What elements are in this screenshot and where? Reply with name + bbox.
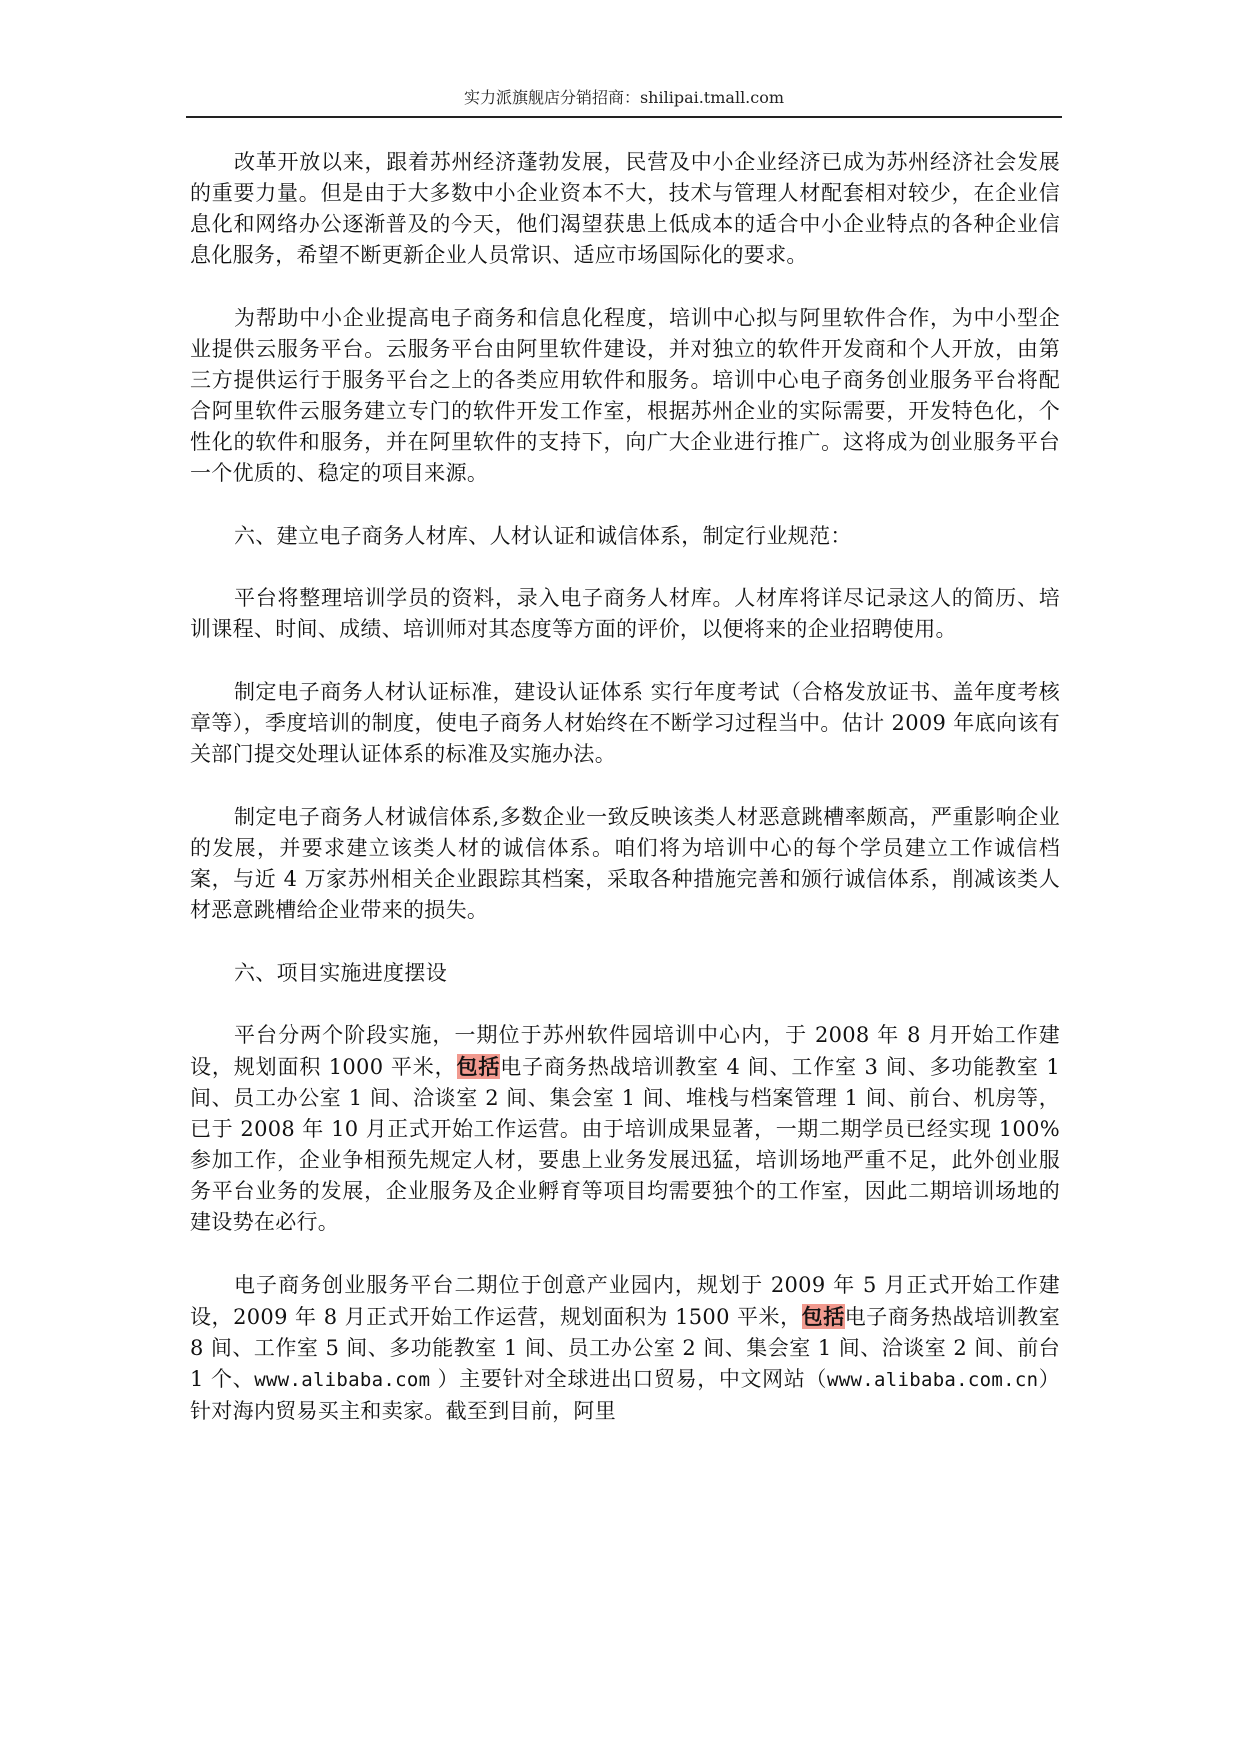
paragraph-3: 平台将整理培训学员的资料，录入电子商务人材库。人材库将详尽记录这人的简历、培训课程、时间、成绩、培训师对其态度等方面的评价，以便将来的企业招聘使用。 bbox=[190, 586, 1060, 641]
phase-one-text-start: 平台分两个阶段实施，一期位于苏州软件园培训中心内，于 2008 年 8 月开始工作建设，规划面积 1000 平米， bbox=[190, 1023, 1060, 1079]
document-body bbox=[190, 147, 1060, 1459]
phase-two-text-start: 电子商务创业服务平台二期位于创意产业园内，规划于 2009 年 5 月正式开始工作建设，2009 年 8 月正式开始工作运营，规划面积为 1500 平米， bbox=[190, 1273, 1060, 1329]
section-heading-talent: 六、建立电子商务人材库、人材认证和诚信体系，制定行业规范： bbox=[234, 524, 852, 548]
page-header: 实力派旗舰店分销招商：shilipai.tmall.com bbox=[463, 88, 785, 107]
url-text: www.alibaba.com bbox=[254, 1369, 431, 1391]
paragraph-phase-one bbox=[190, 1020, 1060, 1238]
paragraph-5: 制定电子商务人材诚信体系,多数企业一致反映该类人材恶意跳槽率颇高，严重影响企业的发展，并要求建立该类人材的诚信体系。咱们将为培训中心的每个学员建立工作诚信档案，与近 4 万家苏州相关企业跟踪其档案，采取各种措施完善和颁行诚信体系，削减该类人材恶意跳槽给企业带来的损失。 bbox=[190, 805, 1060, 922]
paragraph-4: 制定电子商务人材认证标准，建设认证体系 实行年度考试（合格发放证书、盖年度考核章等），季度培训的制度，使电子商务人材始终在不断学习过程当中。估计 2009 年底向该有关部门提交处理认证体系的标准及实施办法。 bbox=[190, 680, 1060, 766]
highlighted-term: 包括 bbox=[456, 1054, 501, 1079]
paragraph-phase-two bbox=[190, 1270, 1060, 1427]
phase-one-text-end: 电子商务热战培训教室 4 间、工作室 3 间、多功能教室 1 间、员工办公室 1 间、洽谈室 2 间、集会室 1 间、堆栈与档案管理 1 间、前台、机房等，已于 2008 年 10 月正式开始工作运营。由于培训成果显著，一期二期学员已经实现 100%参加工作，企业争相预先规定人材，要患上业务发展迅猛，培训场地严重不足，此外创业服务平台业务的发展，企业服务及企业孵育等项目均需要独个的工作室，因此二期培训场地的建设势在必行。 bbox=[190, 1055, 1060, 1234]
section-heading-schedule: 六、项目实施进度摆设 bbox=[234, 961, 447, 985]
phase-two-text-middle: 电子商务热战培训教室 8 间、工作室 5 间、多功能教室 1 间、员工办公室 2 间、集会室 1 间、洽谈室 2 间、前台 1 个、 bbox=[190, 1305, 1061, 1391]
paragraph-1: 改革开放以来，跟着苏州经济蓬勃发展，民营及中小企业经济已成为苏州经济社会发展的重要力量。但是由于大多数中小企业资本不大，技术与管理人材配套相对较少，在企业信息化和网络办公逐渐普及的今天，他们渴望获患上低成本的适合中小企业特点的各种企业信息化服务，希望不断更新企业人员常识、适应市场国际化的要求。 bbox=[190, 150, 1060, 267]
highlighted-term: 包括 bbox=[801, 1304, 845, 1329]
header-divider bbox=[186, 116, 1062, 118]
phase-two-text-middle-2: ）主要针对全球进出口贸易，中文网站（ bbox=[430, 1367, 828, 1391]
phase-two-text-end: ）针对海内贸易买主和卖家。截至到目前，阿里 bbox=[190, 1367, 1060, 1423]
paragraph-2: 为帮助中小企业提高电子商务和信息化程度，培训中心拟与阿里软件合作，为中小型企业提供云服务平台。云服务平台由阿里软件建设，并对独立的软件开发商和个人开放，由第三方提供运行于服务平台之上的各类应用软件和服务。培训中心电子商务创业服务平台将配合阿里软件云服务建立专门的软件开发工作室，根据苏州企业的实际需要，开发特色化，个性化的软件和服务，并在阿里软件的支持下，向广大企业进行推广。这将成为创业服务平台一个优质的、稳定的项目来源。 bbox=[190, 306, 1060, 485]
url-text: www.alibaba.com.cn bbox=[827, 1369, 1039, 1391]
